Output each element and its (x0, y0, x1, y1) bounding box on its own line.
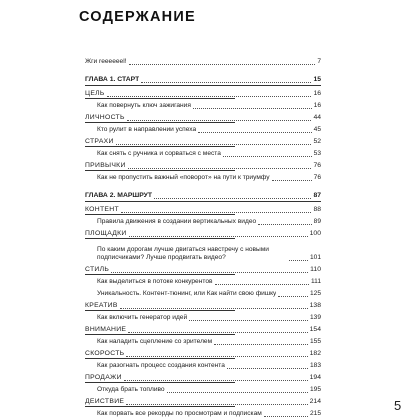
toc-section (85, 394, 321, 406)
dot-leader (126, 355, 307, 357)
toc-entry-label: По каким дорогам лучше двигаться навстречу с новыми подписчиками? Лучше продвигать видео? (97, 246, 269, 261)
toc-entry-label: Правила движения в создании вертикальных видео (97, 218, 257, 225)
toc-chapter (85, 72, 321, 84)
dot-leader (116, 143, 312, 145)
dot-leader (111, 271, 308, 273)
toc-entry-label: Как повернуть ключ зажигания (97, 102, 191, 109)
toc-entry-label: Уникальность. Контент-тюнинг, или Как найти свою фишку (97, 290, 277, 297)
toc-entry-page: 89 (313, 218, 321, 225)
toc-entry-label: КОНТЕНТ (85, 206, 119, 213)
toc-entry-label: Как порвать все рекорды по просмотрам и подпискам (97, 410, 262, 417)
dot-leader (272, 179, 312, 181)
toc-entry-page: 87 (313, 192, 321, 199)
toc-entry-page: 182 (309, 350, 321, 357)
toc-entry-page: 183 (309, 362, 321, 369)
toc-section (85, 110, 321, 122)
toc-entry-page: 194 (309, 374, 321, 381)
toc-entry (85, 406, 321, 418)
toc-entry-page: 125 (309, 290, 321, 297)
toc-section (85, 298, 321, 310)
dot-leader (154, 197, 311, 199)
toc-entry-label: ЦЕЛЬ (85, 90, 105, 97)
dot-leader (128, 331, 307, 333)
toc-entry-page: 16 (313, 102, 321, 109)
toc-entry-label: СКОРОСТЬ (85, 350, 125, 357)
toc-entry-label: Как включить генератор идей (97, 314, 188, 321)
toc-entry (85, 54, 321, 66)
toc-chapter (85, 188, 321, 200)
toc-entry-page: 15 (313, 76, 321, 83)
toc-entry-page: 155 (309, 338, 321, 345)
toc-entry-label: Как разогнать процесс создания контента (97, 362, 225, 369)
toc-section (85, 370, 321, 382)
dot-leader (193, 107, 312, 109)
toc-entry (85, 310, 321, 322)
dot-leader (258, 223, 312, 225)
toc-entry-page: 44 (313, 114, 321, 121)
toc-entry (85, 382, 321, 394)
toc-entry (85, 98, 321, 110)
dot-leader (214, 343, 308, 345)
dot-leader (141, 81, 311, 83)
dot-leader (289, 259, 308, 261)
dot-leader (198, 131, 311, 133)
toc-section (85, 346, 321, 358)
dot-leader (127, 119, 312, 121)
toc-entry-label: ПРИВЫЧКИ (85, 162, 126, 169)
toc-entry-page: 110 (310, 266, 321, 273)
toc-entry (85, 170, 321, 182)
toc-section (85, 262, 321, 274)
dot-leader (120, 307, 308, 309)
dot-leader (107, 95, 312, 97)
toc-entry-page: 139 (309, 314, 321, 321)
toc-entry (85, 214, 321, 226)
toc-entry-page: 76 (313, 162, 321, 169)
toc-entry-page: 53 (313, 150, 321, 157)
toc-section (85, 226, 321, 238)
toc-entry-label: Жги rееееееl! (85, 58, 127, 65)
toc-section (85, 202, 321, 214)
toc-entry (85, 146, 321, 158)
toc-entry (85, 334, 321, 346)
toc-entry-label: Кто рулит в направлении успеха (97, 126, 197, 133)
dot-leader (121, 211, 312, 213)
dot-leader (126, 403, 307, 405)
toc-entry (85, 274, 321, 286)
dot-leader (215, 283, 309, 285)
toc-entry-label: Как снять с ручника и сорваться с места (97, 150, 221, 157)
dot-leader (264, 415, 308, 417)
toc-entry (85, 122, 321, 134)
toc-entry (85, 358, 321, 370)
toc-heading: СОДЕРЖАНИЕ (79, 9, 196, 25)
toc-entry-page: 7 (317, 58, 321, 65)
dot-leader (124, 379, 308, 381)
toc-entry-label: Откуда брать топливо (97, 386, 165, 393)
toc-section (85, 322, 321, 334)
toc-entry-page: 45 (313, 126, 321, 133)
toc-entry-label: ГЛАВА 1. СТАРТ (85, 76, 140, 83)
toc-entry-page: 138 (309, 302, 321, 309)
toc-entry-page: 215 (309, 410, 321, 417)
toc-entry-page: 111 (310, 278, 321, 285)
toc-section (85, 158, 321, 170)
toc-entry-label: ГЛАВА 2. МАРШРУТ (85, 192, 153, 199)
toc-entry-label: ПРОДАЖИ (85, 374, 122, 381)
toc-entry-page: 76 (313, 174, 321, 181)
dot-leader (227, 367, 308, 369)
toc-section (85, 134, 321, 146)
toc-entry-label: ПЛОЩАДКИ (85, 230, 127, 237)
page-number: 5 (394, 398, 402, 413)
toc-entry-label: ДЕЙСТВИЕ (85, 398, 125, 405)
dot-leader (278, 295, 308, 297)
toc-entry-page: 52 (313, 138, 321, 145)
toc-entry-page: 195 (309, 386, 321, 393)
toc-entry-page: 214 (309, 398, 321, 405)
toc-entry-label: СТИЛЬ (85, 266, 110, 273)
toc-entry-page: 88 (313, 206, 321, 213)
dot-leader (129, 63, 316, 65)
toc-entry-page: 100 (309, 230, 321, 237)
toc-entry-label: Как выделиться в потоке конкурентов (97, 278, 213, 285)
toc-section (85, 86, 321, 98)
toc-entry (85, 286, 321, 298)
toc-entry-page: 154 (309, 326, 321, 333)
dot-leader (167, 391, 308, 393)
toc-entry-page: 101 (309, 254, 321, 261)
toc-entry-label: ЛИЧНОСТЬ (85, 114, 125, 121)
toc-entry-label: Как наладить сцепление со зрителем (97, 338, 213, 345)
toc-entry-label: КРЕАТИВ (85, 302, 118, 309)
toc-entry-label: Как не пропустить важный «поворот» на пути к триумфу (97, 174, 270, 181)
dot-leader (128, 167, 312, 169)
toc-entry-label: ВНИМАНИЕ (85, 326, 127, 333)
toc-entry (85, 238, 321, 262)
dot-leader (189, 319, 308, 321)
toc-entry-label: СТРАХИ (85, 138, 114, 145)
toc-entry-page: 16 (313, 90, 321, 97)
dot-leader (223, 155, 312, 157)
dot-leader (129, 235, 308, 237)
